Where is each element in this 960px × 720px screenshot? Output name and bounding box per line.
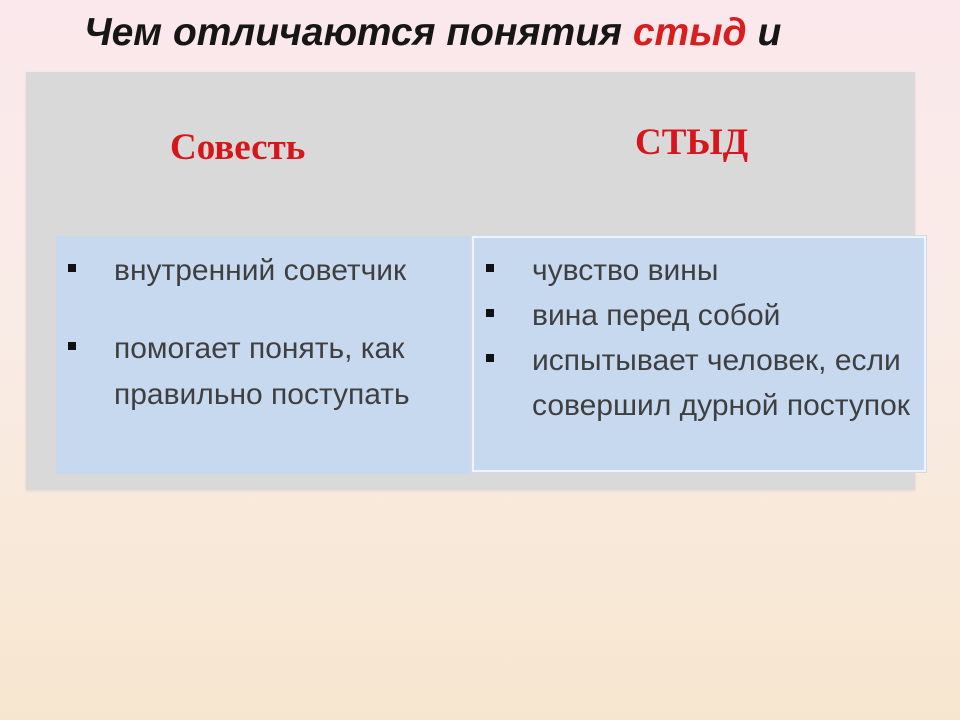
shame-list [474,248,914,428]
list-item [56,248,476,294]
column-header-shame: СТЫД [635,122,749,163]
title-suffix: и [746,11,782,54]
list-item [474,338,914,428]
conscience-list [56,248,476,418]
list-item [474,293,914,338]
column-header-conscience: Совесть [170,127,306,168]
comparison-table [26,72,915,490]
slide-title [84,6,944,68]
bullet-icon [68,342,76,350]
list-item-text: испытывает человек, если совершил дурной поступок [532,344,910,422]
title-prefix: Чем отличаются понятия [84,11,633,54]
title-highlight: стыд [632,11,747,54]
list-item-text: чувство вины [532,254,719,287]
bullet-icon [486,309,494,317]
list-item-text: помогает понять, как правильно поступать [114,332,410,411]
conscience-cell [56,236,470,474]
bullet-icon [486,354,494,362]
list-item [56,326,476,418]
list-item-text: вина перед собой [532,299,781,332]
shame-cell [472,236,926,472]
bullet-icon [68,264,76,272]
bullet-icon [486,264,494,272]
list-item-text: внутренний советчик [114,254,407,287]
list-item [474,248,914,293]
